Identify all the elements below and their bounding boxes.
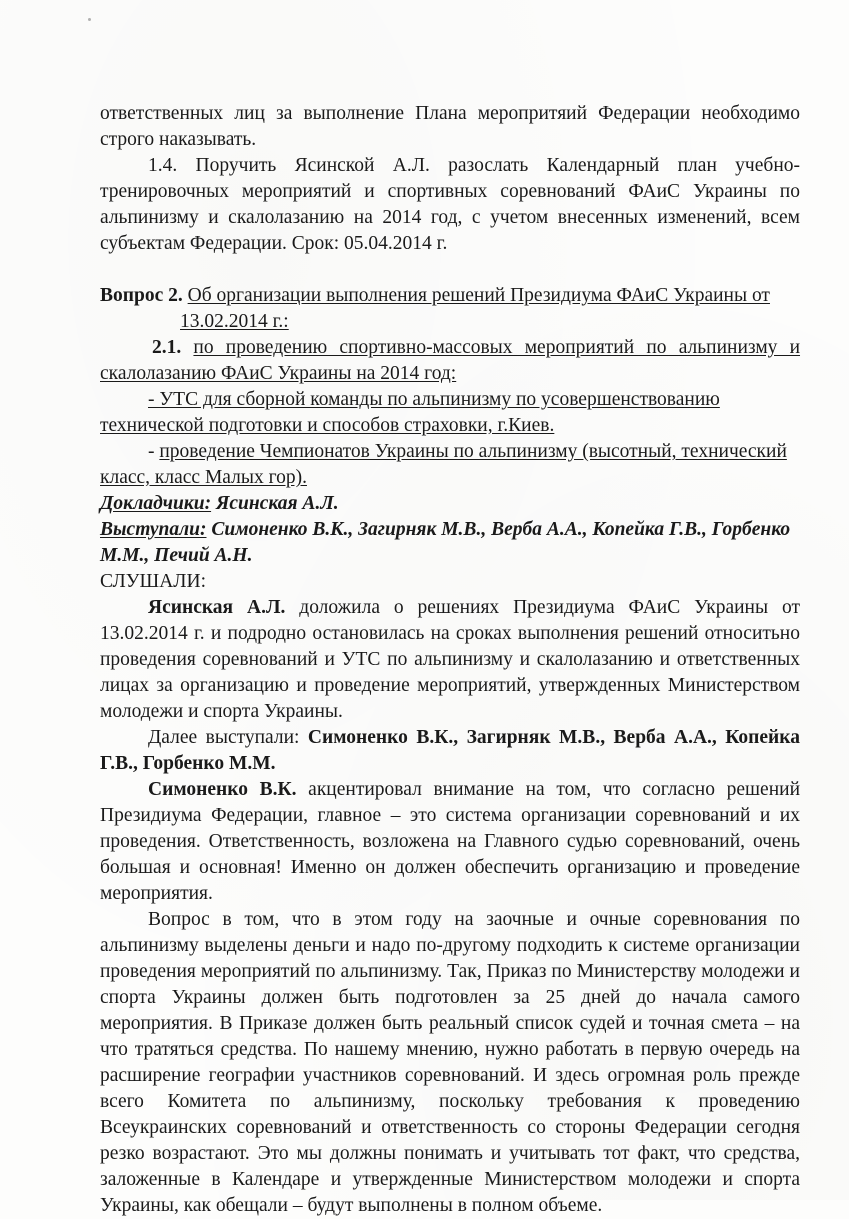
paragraph-item-1-4: 1.4. Поручить Ясинской А.Л. разослать Календарный план учебно-тренировочных мероприятий и спортивных соревнований ФАиС Украины по альпинизму и скалолазанию на 2014 год, с учетом внесенных изменений, всем субъектам Федерации. Срок: 05.04.2014 г. (100, 155, 800, 254)
dash-item-championships (100, 439, 800, 491)
dash-item-tss (100, 387, 800, 439)
paragraph-yasinska-name: Ясинская А.Л. (148, 597, 286, 618)
reporters-name: Ясинская А.Л. (211, 493, 339, 514)
paragraph-yasinska-text: доложила о решениях Президиума ФАиС Украины от 13.02.2014 г. и подродно остановилась на сроках выполнения решений относитьно проведения соревнований и УТС по альпинизму и скалолазанию и ответственных лицах за организацию и проведение мероприятий, утвержденных Министерством молодежи и спорта Украины. (100, 597, 801, 722)
item-2-1-text: по проведению спортивно-массовых мероприятий по альпинизму и скалолазанию ФАиС Украины на 2014 год: (100, 337, 801, 384)
dash-item-championships-text: проведение Чемпионатов Украины по альпинизму (высотный, технический класс, класс Малых гор). (100, 441, 787, 488)
dash-item-tss-text: - УТС для сборной команды по альпинизму по усовершенствованию технической подготовки и способов страховки, г.Киев. (100, 389, 720, 436)
item-2-1 (100, 335, 800, 387)
paragraph-responsibility: ответственных лиц за выполнение Плана меропритяий Федерации необходимо строго наказывать. (100, 103, 800, 150)
paragraph-simonenko (100, 777, 800, 907)
document-body (100, 101, 800, 1219)
reporters-line (100, 491, 800, 517)
question-2-heading (100, 283, 800, 309)
scan-speck (88, 18, 91, 21)
question-2-title-line1: Об организации выполнения решений Президиума ФАиС Украины от (187, 285, 770, 306)
question-2-title-line2: 13.02.2014 г.: (180, 311, 289, 332)
paragraph-question-funding: Вопрос в том, что в этом году на заочные и очные соревнования по альпинизму выделены деньги и надо по-другому подходить к системе организации проведения мероприятий по альпинизму. Так, Приказ по Министерству молодежи и спорта Украины должен быть подготовлен за 25 дней до начала самого мероприятия. В Приказе должен быть реальный список судей и точная смета – на что тратяться средства. По нашему мнению, нужно работать в первую очередь на расширение географии участников соревнований. И здесь огромная роль прежде всего Комитета по альпинизму, поскольку требования к проведению Всеукраинских соревнований и ответственность со стороны Федерации сегодня резко возрастают. Это мы должны понимать и учитывать тот факт, что средства, заложенные в Календаре и утвержденные Министерством молодежи и спорта Украины, как обещали – будут выполнены в полном объеме. (100, 909, 800, 1216)
paragraph-yasinska (100, 595, 800, 725)
heard-heading: СЛУШАЛИ: (100, 571, 207, 592)
speakers-line (100, 517, 800, 569)
speakers-label: Выступали: (100, 519, 207, 540)
paragraph-further-names: Симоненко В.К., Загирняк М.В., Верба А.А., Копейка Г.В., Горбенко М.М. (100, 727, 800, 774)
spacer (100, 257, 800, 283)
dash-item-championships-dash: - (148, 441, 160, 462)
item-2-1-number: 2.1. (152, 337, 182, 358)
reporters-label: Докладчики: (100, 493, 212, 514)
paragraph-simonenko-text: акцентировал внимание на том, что согласно решений Президиума Федерации, главное – это система организации соревнований и их проведения. Ответственность, возложена на Главного судью соревнований, очень большая и основная! Именно он должен обеспечить организацию и проведение мероприятия. (100, 779, 801, 904)
speakers-names: Симоненко В.К., Загирняк М.В., Верба А.А., Копейка Г.В., Горбенко М.М., Печий А.Н. (100, 519, 791, 566)
paragraph-further-speakers (100, 725, 800, 777)
question-2-title-cont (100, 309, 800, 335)
question-2-label: Вопрос 2. (100, 285, 183, 306)
paragraph-further-lead: Далее выступали: (148, 727, 308, 748)
paragraph-simonenko-name: Симоненко В.К. (148, 779, 297, 800)
